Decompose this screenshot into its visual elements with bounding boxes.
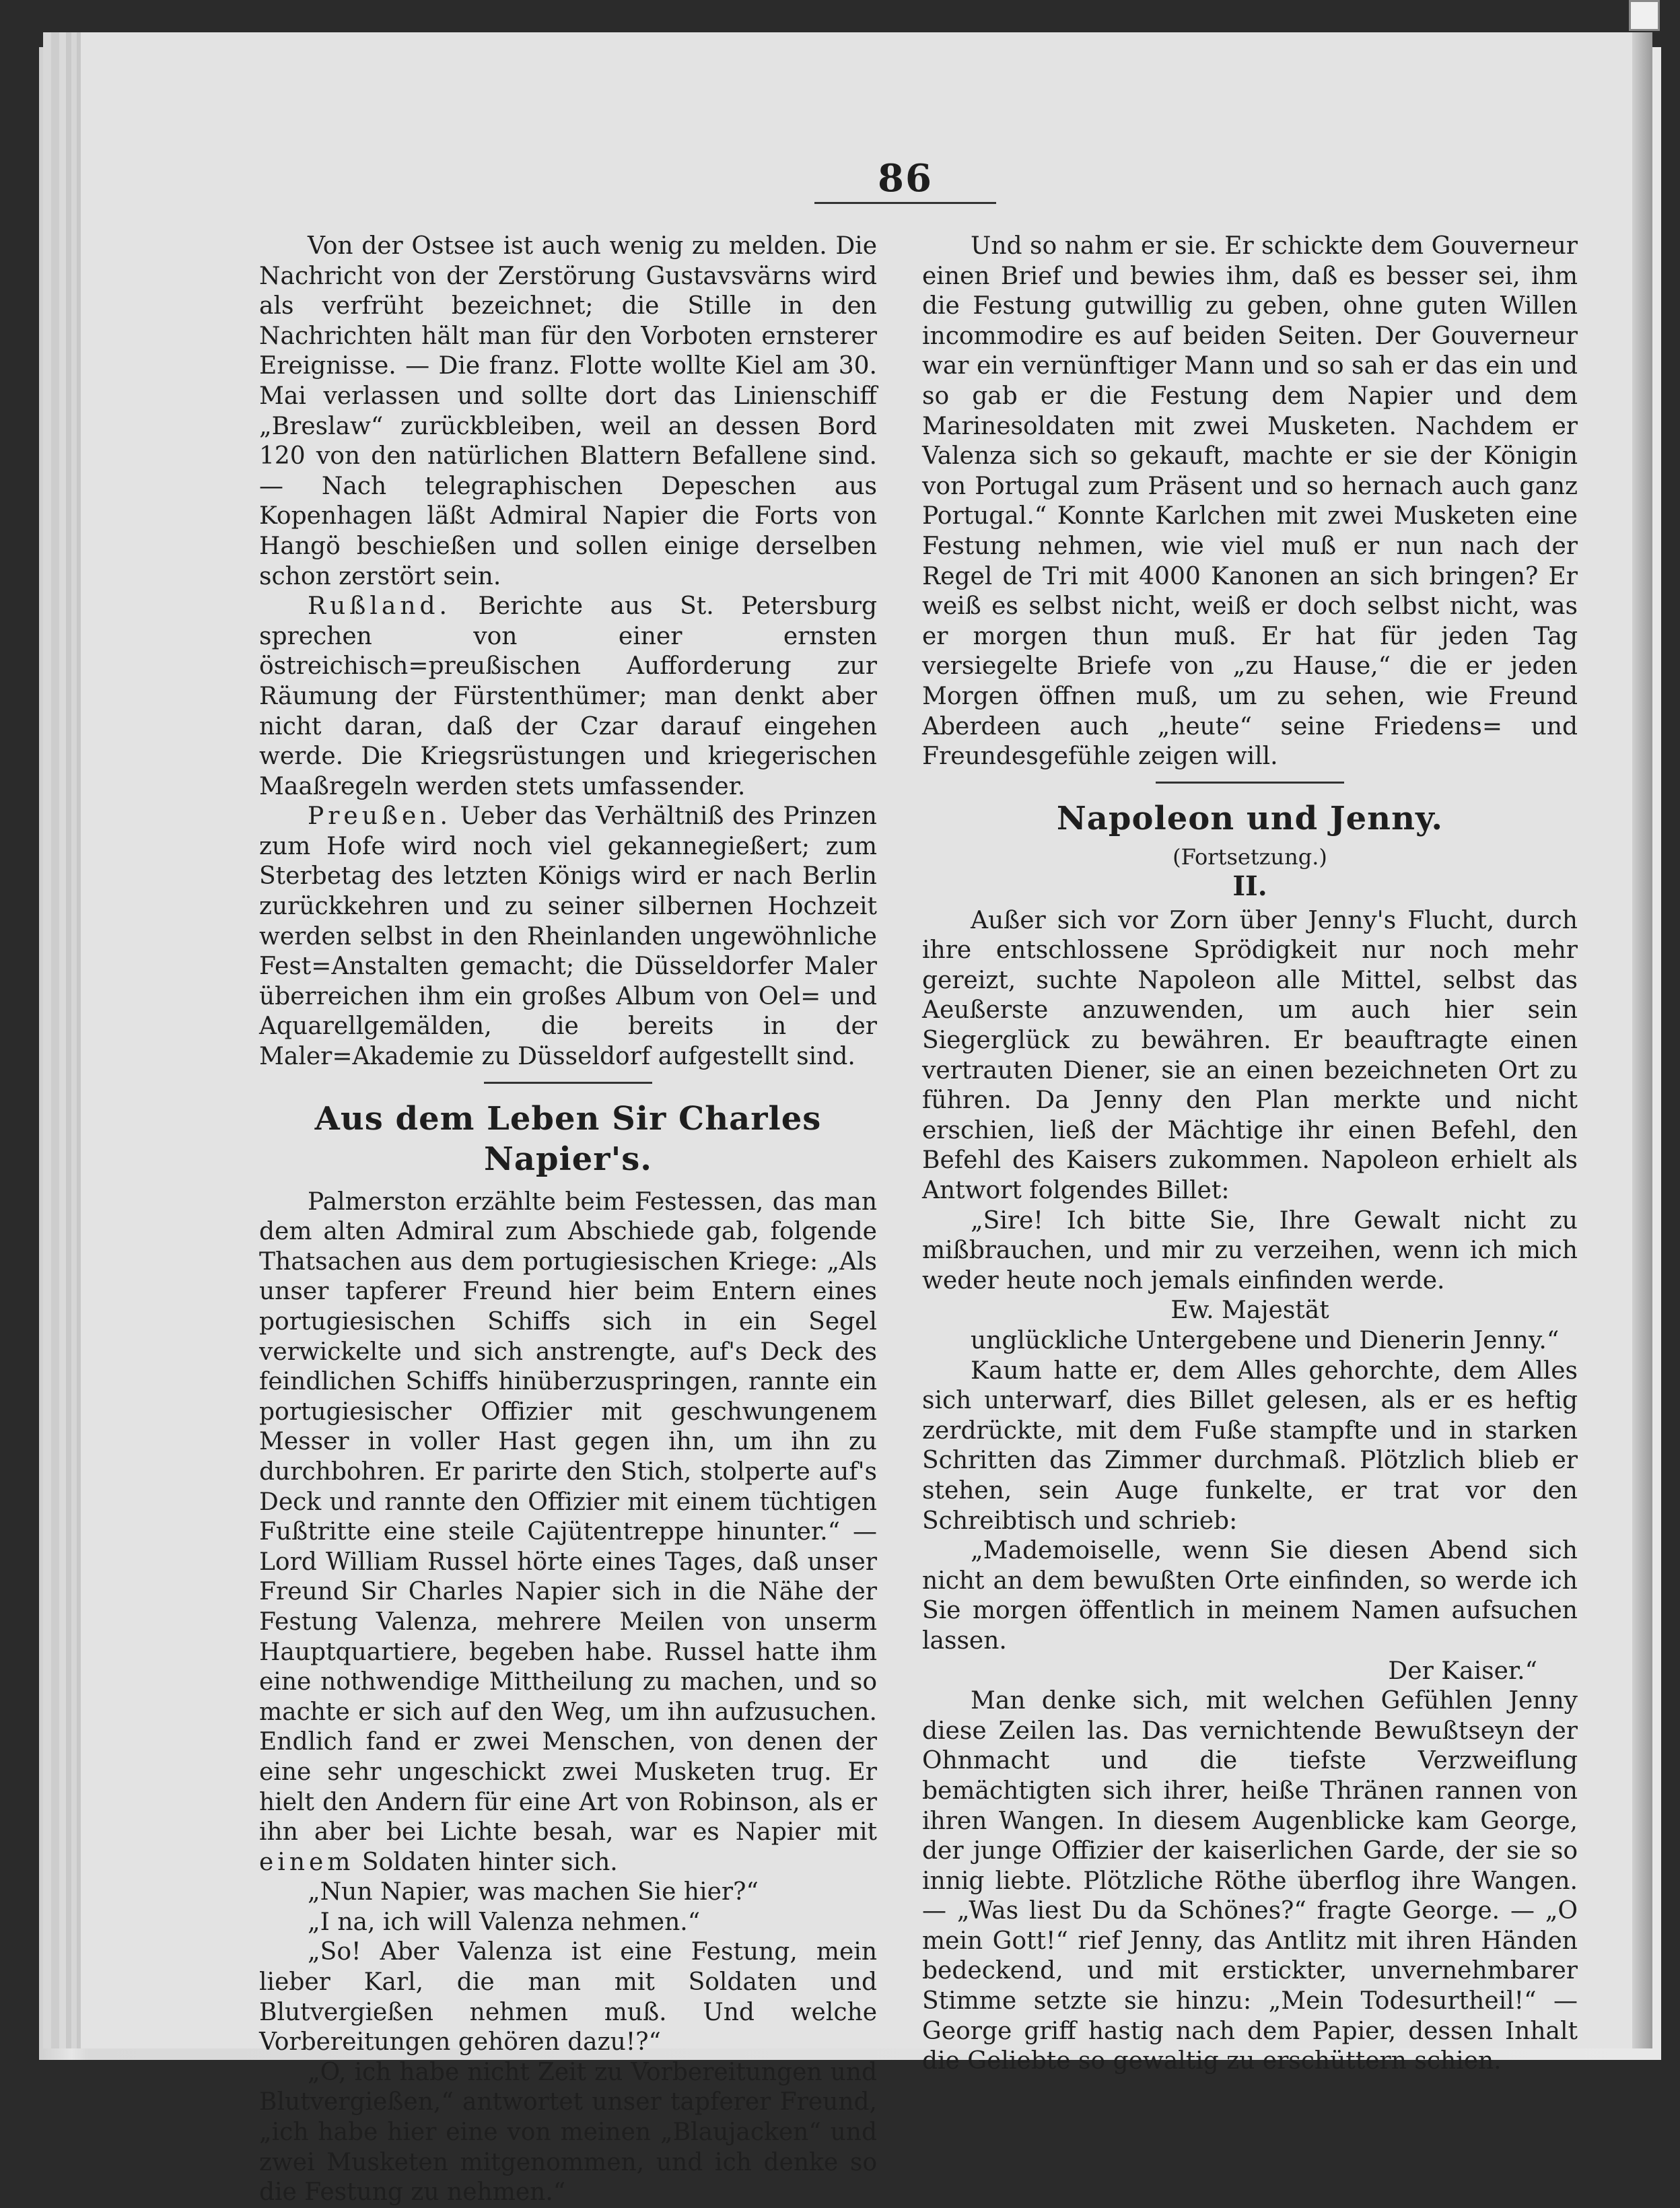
paragraph-preussen: Preußen. Ueber das Verhältniß des Prinzen zum Hofe wird noch viel gekannegießert; zum Sterbetag des letzten Königs wird er nach Berlin zurückkehren und zu seiner silbernen Hochzeit werden selbst in den Rheinlanden ungewöhnliche Fest=Anstalten gemacht; die Düsseldorfer Maler überreichen ihm ein großes Album von Oel= und Aquarellgemälden, die bereits in der Maler=Akademie zu Düsseldorf aufgestellt sind.	[259, 802, 877, 1071]
paragraph-kaum: Kaum hatte er, dem Alles gehorchte, dem Alles sich unterwarf, dies Billet gelesen, als er es heftig zerdrückte, mit dem Fuße stampfte und in starken Schritten das Zimmer durchmaß. Plötzlich blieb er stehen, sein Auge funkelte, er trat vor den Schreibtisch und schrieb:	[922, 1356, 1578, 1535]
letter-kaiser-signature: Der Kaiser.“	[1388, 1657, 1537, 1685]
right-column	[922, 232, 1578, 2077]
paragraph-ostsee: Von der Ostsee ist auch wenig zu melden. Die Nachricht von der Zerstörung Gustavsvärns wird als verfrüht bezeichnet; die Stille in den Nachrichten hält man für den Vorboten ernsterer Ereignisse. — Die franz. Flotte wollte Kiel am 30. Mai verlassen und sollte dort das Linienschiff „Breslaw“ zurückbleiben, weil an dessen Bord 120 von den natürlichen Blattern Befallene sind. — Nach telegraphischen Depeschen aus Kopenhagen läßt Admiral Napier die Forts von Hangö beschießen und sollen einige derselben schon zerstört sein.	[259, 232, 877, 590]
article-heading-napier: Aus dem Leben Sir Charles Napier's.	[314, 1099, 822, 1178]
paragraph-gefuehle: Man denke sich, mit welchen Gefühlen Jenny diese Zeilen las. Das vernichtende Bewußtseyn der Ohnmacht und die tiefste Verzweiflung bemächtigten sich ihrer, heiße Thränen rannen von ihren Wangen. In diesem Augenblicke kam George, der junge Offizier der kaiserlichen Garde, der sie so innig liebte. Plötzliche Röthe überflog ihre Wangen. — „Was liest Du da Schönes?“ fragte George. — „O mein Gott!“ rief Jenny, das Antlitz mit ihren Händen bedeckend, und mit erstickter, unvernehmbarer Stimme setzte sie hinzu: „Mein Todesurtheil!“ — George griff hastig nach dem Papier, dessen Inhalt die Geliebte so gewaltig zu erschüttern schien.	[922, 1687, 1578, 2075]
dialogue-line: „Nun Napier, was machen Sie hier?“	[308, 1878, 759, 1906]
paragraph-russland: Rußland. Berichte aus St. Petersburg sprechen von einer ernsten östreichisch=preußischen Aufforderung zur Räumung der Fürstenthümer; man denkt aber nicht daran, daß der Czar darauf eingehen werde. Die Kriegsrüstungen und kriegerischen Maaßregeln werden stets umfassender.	[259, 592, 877, 800]
subheading: (Fortsetzung.)	[1172, 843, 1327, 870]
letter-jenny: „Sire! Ich bitte Sie, Ihre Gewalt nicht zu mißbrauchen, und mir zu verzeihen, wenn ich mich weder heute noch jemals einfinden werde.	[922, 1206, 1578, 1295]
header-rule	[814, 202, 996, 204]
letter-signature: unglückliche Untergebene und Dienerin Jenny.“	[971, 1327, 1560, 1354]
letter-salutation: Ew. Majestät	[1170, 1297, 1329, 1325]
section-number: II.	[1232, 870, 1267, 902]
page-number: 86	[878, 156, 933, 201]
lead-word: Rußland.	[308, 592, 451, 621]
scan-corner-mark	[1629, 0, 1660, 31]
letter-kaiser: „Mademoiselle, wenn Sie diesen Abend sich nicht an dem bewußten Orte einfinden, so werde ich Sie morgen öffentlich in meinem Namen aufsuchen lassen.	[922, 1537, 1578, 1655]
page-gutter-shadow	[1632, 32, 1652, 2048]
dialogue-line: „I na, ich will Valenza nehmen.“	[308, 1908, 701, 1936]
section-divider	[484, 1082, 652, 1084]
paragraph-palmerston: Palmerston erzählte beim Festessen, das man dem alten Admiral zum Abschiede gab, folgende Thatsachen aus dem portugiesischen Kriege: „Als unser tapferer Freund hier beim Entern eines portugiesischen Schiffs sich in ein Segel verwickelte und sich anstrengte, auf's Deck des feindlichen Schiffs hinüberzuspringen, rannte ein portugiesischer Offizier mit geschwungenem Messer in voller Hast gegen ihn, um ihn zu durchbohren. Er parirte den Stich, stolperte auf's Deck und rannte den Offizier mit einem tüchtigen Fußtritte eine steile Cajütentreppe hinunter.“ — Lord William Russel hörte eines Tages, daß unser Freund Sir Charles Napier sich in die Nähe der Festung Valenza, mehrere Meilen von unserm Hauptquartiere, begeben habe. Russel hatte ihm eine nothwendige Mittheilung zu machen, und so machte er sich auf den Weg, um ihn aufzusuchen. Endlich fand er zwei Menschen, von denen der eine sehr ungeschickt zwei Musketen trug. Er hielt den Andern für eine Art von Robinson, als er ihn aber bei Lichte besah, war es Napier mit einem Soldaten hinter sich.	[259, 1187, 877, 1876]
dialogue-line: „O, ich habe nicht Zeit zu Vorbereitungen und Blutvergießen,“ antwortet unser tapferer Freund, „ich habe hier eine von meinen „Blaujacken“ und zwei Musketen mitgenommen, und ich denke so die Festung zu nehmen.“	[259, 2058, 877, 2207]
left-column	[259, 232, 877, 2208]
paragraph-zorn: Außer sich vor Zorn über Jenny's Flucht, durch ihre entschlossene Sprödigkeit nur noch mehr gereizt, suchte Napoleon alle Mittel, selbst das Aeußerste anzuwenden, um auch hier sein Siegerglück zu bewähren. Er beauftragte einen vertrauten Diener, sie an einen bezeichneten Ort zu führen. Da Jenny den Plan merkte und nicht erschien, ließ der Mächtige ihr einen Befehl, den Befehl des Kaisers zukommen. Napoleon erhielt als Antwort folgendes Billet:	[922, 906, 1578, 1205]
section-divider	[1156, 782, 1344, 784]
lead-word: Preußen.	[308, 802, 452, 831]
paragraph-valenza: Und so nahm er sie. Er schickte dem Gouverneur einen Brief und bewies ihm, daß es besser sei, ihm die Festung gutwillig zu geben, ohne guten Willen incommodire es auf beiden Seiten. Der Gouverneur war ein vernünftiger Mann und so sah er das ein und so gab er die Festung dem Napier und dem Marinesoldaten mit zwei Musketen. Nachdem er Valenza sich so gekauft, machte er sie der Königin von Portugal zum Präsent und so hernach auch ganz Portugal.“ Konnte Karlchen mit zwei Musketen eine Festung nehmen, wie viel muß er nun nach der Regel de Tri mit 4000 Kanonen an sich bringen? Er weiß es selbst nicht, weiß er doch selbst nicht, was er morgen thun muß. Er hat für jeden Tag versiegelte Briefe von „zu Hause,“ die er jeden Morgen öffnen muß, um zu sehen, wie Freund Aberdeen auch „heute“ seine Friedens= und Freundesgefühle zeigen will.	[922, 232, 1578, 771]
dialogue-line: „So! Aber Valenza ist eine Festung, mein lieber Karl, die man mit Soldaten und Blutvergießen nehmen muß. Und welche Vorbereitungen gehören dazu!?“	[259, 1938, 877, 2057]
article-heading-jenny: Napoleon und Jenny.	[1056, 799, 1444, 837]
